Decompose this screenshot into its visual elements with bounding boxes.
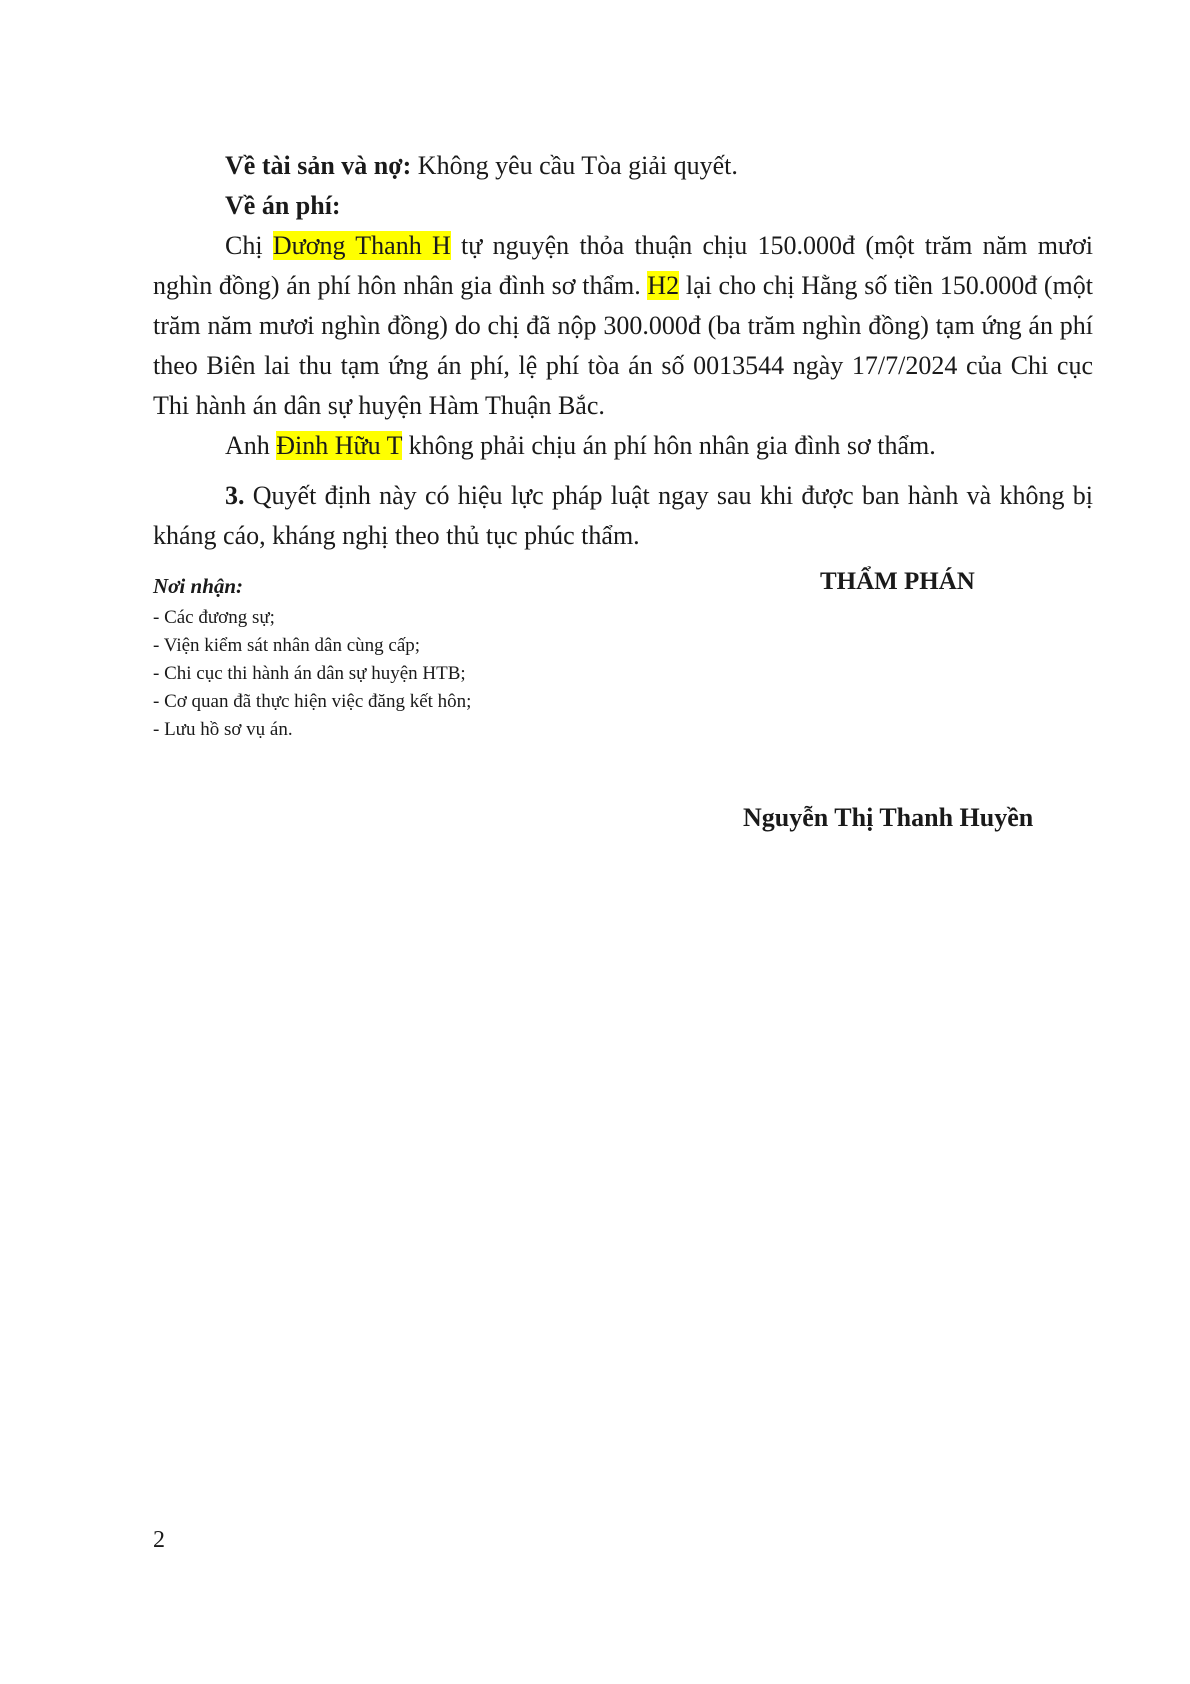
recipient-item: - Các đương sự; — [153, 607, 275, 628]
judge-name: Nguyễn Thị Thanh Huyền — [743, 803, 1034, 832]
fee-heading-text: Về án phí: — [225, 191, 341, 220]
document-body — [153, 146, 1093, 556]
clause-3-text: Quyết định này có hiệu lực pháp luật ngay sau khi được ban hành và không bị kháng cáo, kháng nghị theo thủ tục phúc thẩm. — [153, 481, 1093, 550]
highlighted-name-t: Đinh Hữu T — [276, 431, 403, 460]
recipient-item: - Chi cục thi hành án dân sự huyện HTB; — [153, 663, 466, 684]
fee-p1-prefix: Chị — [225, 231, 273, 260]
fee-p1-mid: tự nguyện thỏa thuận chịu 150.000đ (một trăm năm mươi nghìn đồng) án phí hôn nhân gia đình sơ thẩm. — [153, 231, 1093, 300]
fee-p2-prefix: Anh — [225, 431, 277, 460]
recipient-item: - Viện kiểm sát nhân dân cùng cấp; — [153, 635, 421, 656]
clause-3-paragraph — [153, 476, 1093, 556]
fee-heading — [153, 186, 1093, 226]
highlighted-name-h: Dương Thanh H — [272, 231, 451, 260]
fee-paragraph-2 — [153, 426, 1093, 466]
fee-paragraph-1 — [153, 226, 1093, 426]
page-number: 2 — [153, 1527, 165, 1553]
clause-3-number: 3. — [225, 481, 245, 510]
fee-p1-rest: lại cho chị Hằng số tiền 150.000đ (một trăm năm mươi nghìn đồng) do chị đã nộp 300.000đ (ba trăm nghìn đồng) tạm ứng án phí theo Biên lai thu tạm ứng án phí, lệ phí tòa án số 0013544 ngày 17/7/2024 của Chi cục Thi hành án dân sự huyện Hàm Thuận Bắc. — [153, 271, 1093, 420]
assets-label: Về tài sản và nợ: — [225, 151, 412, 180]
recipients-heading: Nơi nhận: — [153, 574, 244, 598]
highlighted-h2: H2 — [647, 271, 680, 300]
recipients-block — [153, 572, 471, 744]
judge-title: THẨM PHÁN — [820, 568, 975, 595]
recipient-item: - Lưu hồ sơ vụ án. — [153, 719, 293, 740]
assets-paragraph — [153, 146, 1093, 186]
assets-text: Không yêu cầu Tòa giải quyết. — [411, 151, 738, 180]
recipient-item: - Cơ quan đã thực hiện việc đăng kết hôn; — [153, 691, 472, 712]
fee-p2-rest: không phải chịu án phí hôn nhân gia đình sơ thẩm. — [402, 431, 936, 460]
